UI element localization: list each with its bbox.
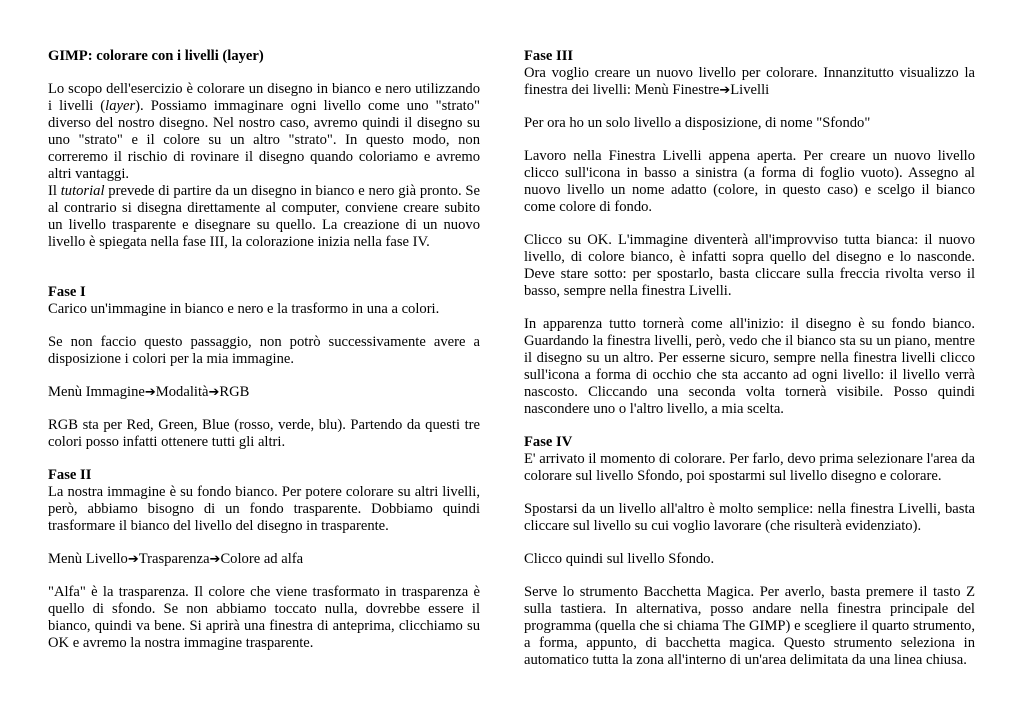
intro-paragraph — [48, 183, 480, 251]
intro-text: Il — [48, 183, 61, 199]
paragraph: Se non faccio questo passaggio, non potrò successivamente avere a disposizione i colori per la mia immagine. — [48, 334, 480, 367]
intro-emphasis: layer — [105, 98, 136, 114]
paragraph: Spostarsi da un livello all'altro è molto semplice: nella finestra Livelli, basta cliccare sul livello su cui voglio lavorare (che risulterà evidenziato). — [524, 501, 975, 534]
right-column — [524, 48, 975, 685]
section-heading-fase-1: Fase I — [48, 284, 86, 300]
arrow-icon: ➔ — [719, 83, 731, 98]
paragraph: Carico un'immagine in bianco e nero e la trasformo in una a colori. — [48, 301, 440, 317]
paragraph: E' arrivato il momento di colorare. Per farlo, devo prima selezionare l'area da colorare sul livello Sfondo, poi spostarmi sul livello disegno e colorare. — [524, 451, 975, 484]
paragraph: Lavoro nella Finestra Livelli appena aperta. Per creare un nuovo livello clicco sull'icona in basso a sinistra (a forma di foglio vuoto). Assegno al nuovo livello un nome adatto (colore, in questo caso) e scelgo il bianco come colore di fondo. — [524, 148, 975, 215]
document-title: GIMP: colorare con i livelli (layer) — [48, 48, 264, 64]
intro-text: ). Possiamo immaginare ogni livello come uno "strato" diverso del nostro disegno. Nel nostro caso, avremo quindi il disegno su uno "strato" e il colore su un altro "strato". In questo modo, non correremo il rischio di rovinare il disegno quando coloriamo e avremo altri vantaggi. — [48, 98, 480, 182]
paragraph: La nostra immagine è su fondo bianco. Per potere colorare su altri livelli, però, abbiamo bisogno di un fondo trasparente. Dobbiamo quindi trasformare il bianco del livello del disegno in trasparente. — [48, 484, 480, 534]
paragraph: "Alfa" è la trasparenza. Il colore che viene trasformato in trasparenza è quello di sfondo. Se non abbiamo toccato nulla, dovrebbe essere il bianco, quindi va bene. Si aprirà una finestra di anteprima, clicchiamo su OK e avremo la nostra immagine trasparente. — [48, 584, 480, 651]
menu-path: Menù Immagine➔Modalità➔RGB — [48, 384, 250, 400]
paragraph: Clicco su OK. L'immagine diventerà all'improvviso tutta bianca: il nuovo livello, di colore bianco, è infatti sopra quello del disegno e lo nasconde. Deve stare sotto: per spostarlo, basta cliccare sulla freccia rivolta verso il basso, sempre nella finestra Livelli. — [524, 232, 975, 299]
left-column — [48, 48, 480, 668]
menu-path: Menù Livello➔Trasparenza➔Colore ad alfa — [48, 551, 304, 567]
paragraph: RGB sta per Red, Green, Blue (rosso, verde, blu). Partendo da questi tre colori posso infatti ottenere tutti gli altri. — [48, 417, 480, 450]
arrow-icon: ➔ — [208, 385, 220, 400]
intro-text: Lo scopo dell'esercizio è colorare un disegno in bianco e nero utilizzando i livelli ( — [48, 81, 480, 114]
section-heading-fase-2: Fase II — [48, 467, 92, 483]
paragraph: Ora voglio creare un nuovo livello per colorare. Innanzitutto visualizzo la finestra dei livelli: Menù Finestre➔Livelli — [524, 65, 975, 98]
intro-emphasis: tutorial — [60, 183, 105, 199]
arrow-icon: ➔ — [127, 552, 139, 567]
intro-text: prevede di partire da un disegno in bianco e nero già pronto. Se al contrario si disegna direttamente al computer, conviene creare subito un livello trasparente e disegnare su quello. La creazione di un nuovo livello è spiegata nella fase III, la colorazione inizia nella fase IV. — [48, 183, 480, 250]
arrow-icon: ➔ — [144, 385, 156, 400]
section-heading-fase-4: Fase IV — [524, 434, 573, 450]
paragraph: Clicco quindi sul livello Sfondo. — [524, 551, 715, 567]
paragraph: In apparenza tutto tornerà come all'inizio: il disegno è su fondo bianco. Guardando la finestra livelli, però, vedo che il bianco sta su un piano, mentre il disegno su un altro. Per esserne sicuro, sempre nella finestra livelli clicco sull'icona a forma di occhio che sta accanto ad ogni livello: il livello verrà nascosto. Cliccando una seconda volta tornerà visibile. Posso quindi nascondere uno o l'altro livello, a mia scelta. — [524, 316, 975, 417]
section-heading-fase-3: Fase III — [524, 48, 574, 64]
paragraph: Serve lo strumento Bacchetta Magica. Per averlo, basta premere il tasto Z sulla tastiera. In alternativa, posso andare nella finestra principale del programma (quella che si chiama The GIMP) e scegliere il quarto strumento, a forma, appunto, di bacchetta magica. Questo strumento seleziona in automatico tutta la zona all'interno di un'area delimitata da una linea chiusa. — [524, 584, 975, 668]
paragraph: Per ora ho un solo livello a disposizione, di nome "Sfondo" — [524, 115, 871, 131]
intro-paragraph — [48, 81, 480, 183]
arrow-icon: ➔ — [209, 552, 221, 567]
